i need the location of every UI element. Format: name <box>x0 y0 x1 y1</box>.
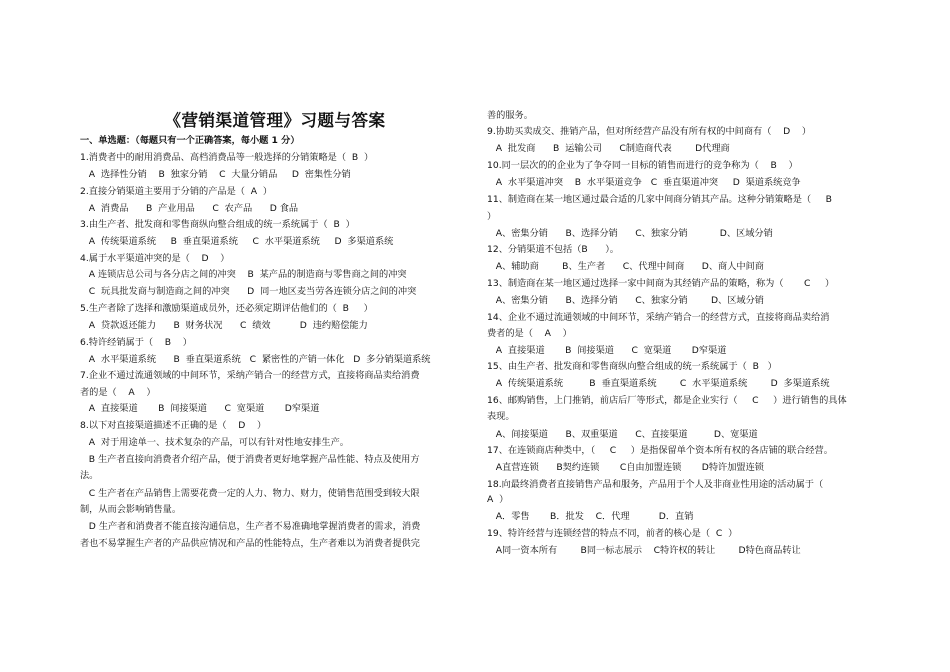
text-line: 17、在连锁商店种类中，（ C ）是指保留单个资本所有权的各店铺的联合经营。 <box>487 445 833 456</box>
text-line: 14、企业不通过流通领域的中间环节，采纳产销合一的经营方式，直接将商品卖给消 <box>487 312 830 323</box>
text-line: 者的是（ A ） <box>80 387 156 398</box>
text-line: C 生产者在产品销售上需要花费一定的人力、物力、财力，使销售范围受到较大限 <box>80 488 420 499</box>
text-line: A 批发商 B 运输公司 C制造商代表 D代理商 <box>487 143 730 154</box>
page-title: 《营销渠道管理》习题与答案 <box>164 111 386 130</box>
text-line: 法。 <box>80 470 99 481</box>
text-line: A 直接渠道 B 间接渠道 C 宽渠道 D窄渠道 <box>487 345 727 356</box>
text-line: 表现。 <box>487 411 515 422</box>
text-line: A同一资本所有 B同一标志展示 C特许权的转让 D特色商品转让 <box>487 545 801 556</box>
text-line: A、间接渠道 B、双重渠道 C、直接渠道 D、宽渠道 <box>487 429 758 440</box>
text-line: 15、由生产者、批发商和零售商纵向整合组成的统一系统属于（ B ） <box>487 361 777 372</box>
text-line: A 贷款返还能力 B 财务状况 C 绩效 D 违约赔偿能力 <box>80 320 368 331</box>
text-line: A、密集分销 B、选择分销 C、独家分销 D、区域分销 <box>487 228 773 239</box>
text-line: D 生产者和消费者不能直接沟通信息，生产者不易准确地掌握消费者的需求，消费 <box>80 521 421 532</box>
text-line: 5.生产者除了选择和激励渠道成员外，还必须定期评估他们的（ B ） <box>80 303 373 314</box>
text-line: A 水平渠道系统 B 垂直渠道系统 C 紧密性的产销一体化 D 多分销渠道系统 <box>80 354 431 365</box>
text-line: 2.直接分销渠道主要用于分销的产品是（ A ） <box>80 186 273 197</box>
text-line: B 生产者直接向消费者介绍产品，便于消费者更好地掌握产品性能、特点及使用方 <box>80 454 420 465</box>
text-line: A 传统渠道系统 B 垂直渠道系统 C 水平渠道系统 D 多渠道系统 <box>80 236 394 247</box>
text-line: A、密集分销 B、选择分销 C、独家分销 D、区域分销 <box>487 295 764 306</box>
text-line: A 消费品 B 产业用品 C 农产品 D 食品 <box>80 203 299 214</box>
text-line: 费者的是（ A ） <box>487 328 572 339</box>
text-line: 11、制造商在某一地区通过最合适的几家中间商分销其产品。这种分销策略是（ B <box>487 194 832 205</box>
text-line: A 传统渠道系统 B 垂直渠道系统 C 水平渠道系统 D 多渠道系统 <box>487 378 830 389</box>
text-line: A、辅助商 B、生产者 C、代理中间商 D、商人中间商 <box>487 261 764 272</box>
text-line: 8.以下对直接渠道描述不正确的是（ D ） <box>80 420 267 431</box>
text-line: 制，从而会影响销售量。 <box>80 504 182 515</box>
text-line: 19、特许经营与连锁经营的特点不同，前者的核心是（ C ） <box>487 528 738 539</box>
section-heading: 一、单选题：（每题只有一个正确答案，每小题 1 分） <box>80 135 300 146</box>
text-line: 4.属于水平渠道冲突的是（ D ） <box>80 253 230 264</box>
text-line: 13、制造商在某一地区通过选择一家中间商为其经销产品的策略，称为（ C ） <box>487 278 835 289</box>
text-line: A．零售 B．批发 C．代理 D．直销 <box>487 511 694 522</box>
text-line: 7.企业不通过流通领域的中间环节，采纳产销合一的经营方式，直接将商品卖给消费 <box>80 370 420 381</box>
text-line: 1.消费者中的耐用消费品、高档消费品等一般选择的分销策略是（ B ） <box>80 152 374 163</box>
text-line: A直营连锁 B契约连锁 C自由加盟连锁 D特许加盟连锁 <box>487 462 764 473</box>
text-line: A 直接渠道 B 间接渠道 C 宽渠道 D窄渠道 <box>80 403 320 414</box>
text-line: 12、分销渠道不包括（B ）。 <box>487 244 619 255</box>
text-line: 18.向最终消费者直接销售产品和服务，产品用于个人及非商业性用途的活动属于（ <box>487 479 824 490</box>
text-line: A 连锁店总公司与各分店之间的冲突 B 某产品的制造商与零售商之间的冲突 <box>80 269 407 280</box>
text-line: 9.协助买卖成交、推销产品，但对所经营产品没有所有权的中间商有（ D ） <box>487 126 812 137</box>
text-line: 3.由生产者、批发商和零售商纵向整合组成的统一系统属于（ B ） <box>80 219 355 230</box>
text-line: 善的服务。 <box>487 110 533 121</box>
text-line: 者也不易掌握生产者的产品供应情况和产品的性能特点，生产者难以为消费者提供完 <box>80 538 420 549</box>
text-line: A 对于用途单一、技术复杂的产品，可以有针对性地安排生产。 <box>80 437 349 448</box>
text-line: 16、邮购销售，上门推销，前店后厂等形式，都是企业实行（ C ）进行销售的具体 <box>487 395 847 406</box>
text-line: 10.同一层次的的企业为了争夺同一目标的销售而进行的竞争称为（ B ） <box>487 160 798 171</box>
text-line: C 玩具批发商与制造商之间的冲突 D 同一地区麦当劳各连锁分店之间的冲突 <box>80 286 417 297</box>
text-line: A ） <box>487 494 509 505</box>
text-line: A 选择性分销 B 独家分销 C 大量分销品 D 密集性分销 <box>80 169 351 180</box>
text-line: A 水平渠道冲突 B 水平渠道竞争 C 垂直渠道冲突 D 渠道系统竞争 <box>487 177 801 188</box>
text-line: 6.特许经销属于（ B ） <box>80 337 192 348</box>
text-line: ） <box>487 211 497 222</box>
